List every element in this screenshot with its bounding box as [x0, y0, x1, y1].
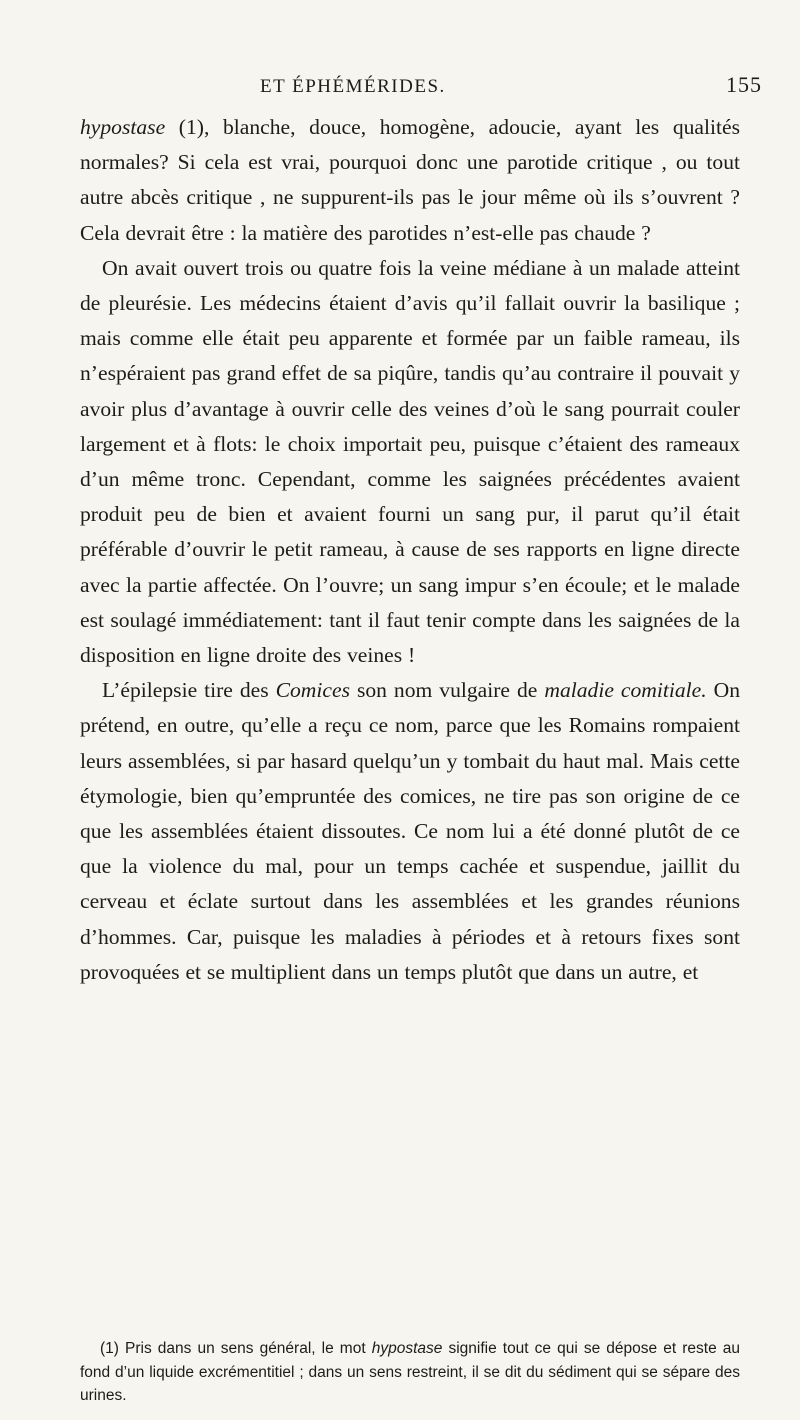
paragraph-2-text: On avait ouvert trois ou quatre fois la veine médiane à un malade atteint de pleurésie. Les médecins étaient d’avis qu’il fallait ouvrir la basilique ; mais comme elle était peu apparente et formée par un faible rameau, ils n’espéraient pas grand effet de sa piqûre, tandis qu’au contraire il pouvait y avoir plus d’avantage à ouvrir celle des veines d’où le sang pourrait couler largement et à flots: le choix importait peu, puisque c’étaient des rameaux d’un même tronc. Cependant, comme les saignées précédentes avaient produit peu de bien et avaient fourni un sang pur, il parut qu’il était préférable d’ouvrir le petit rameau, à cause de ses rapports en ligne directe avec la partie affectée. On l’ouvre; un sang impur s’en écoule; et le malade est soulagé immédiatement: tant il faut tenir compte dans les saignées de la disposition en ligne droite des veines ! [80, 255, 740, 668]
footnote-text-a: (1) Pris dans un sens général, le mot [100, 1340, 372, 1357]
paragraph-3 [80, 673, 740, 990]
paragraph-1 [80, 110, 740, 251]
paragraph-1-text: (1), blanche, douce, homogène, adoucie, ayant les qualités normales? Si cela est vrai, pourquoi donc une parotide critique , ou tout autre abcès critique , ne suppurent-ils pas le jour même où ils s’ouvrent ? Cela devrait être : la matière des parotides n’est-elle pas chaude ? [80, 115, 740, 245]
footnote-text-b: signifie tout ce qui se dépose et reste au fond d’un liquide excrémentitiel ; dans un sens restreint, il se dit du sédiment qui se sépare des urines. [80, 1340, 740, 1404]
running-title: ET ÉPHÉMÉRIDES. [260, 76, 446, 97]
paragraph-3-text-c: On prétend, en outre, qu’elle a reçu ce nom, parce que les Romains rompaient leurs assemblées, si par hasard quelqu’un y tombait du haut mal. Mais cette étymologie, bien qu’empruntée des comices, ne tire pas son origine de ce que les assemblées étaient dissoutes. Ce nom lui a été donné plutôt de ce que la violence du mal, pour un temps cachée et suspendue, jaillit du cerveau et éclate surtout dans les assemblées et les grandes réunions d’hommes. Car, puisque les maladies à périodes et à retours fixes sont provoquées et se multiplient dans un temps plutôt que dans un autre, et [80, 678, 740, 984]
body-text [80, 110, 740, 990]
paragraph-2 [80, 251, 740, 673]
term-maladie-comitiale: maladie comitiale. [544, 678, 707, 703]
term-comices: Comices [275, 678, 350, 703]
paragraph-3-text-b: son nom vulgaire de [349, 678, 545, 703]
paragraph-3-text-a: L’épilepsie tire des [102, 678, 276, 703]
page-number: 155 [726, 72, 762, 97]
footnote-term-hypostase: hypostase [371, 1340, 443, 1357]
footnote [80, 1337, 740, 1408]
term-hypostase: hypostase [80, 115, 166, 139]
running-head [0, 72, 800, 106]
